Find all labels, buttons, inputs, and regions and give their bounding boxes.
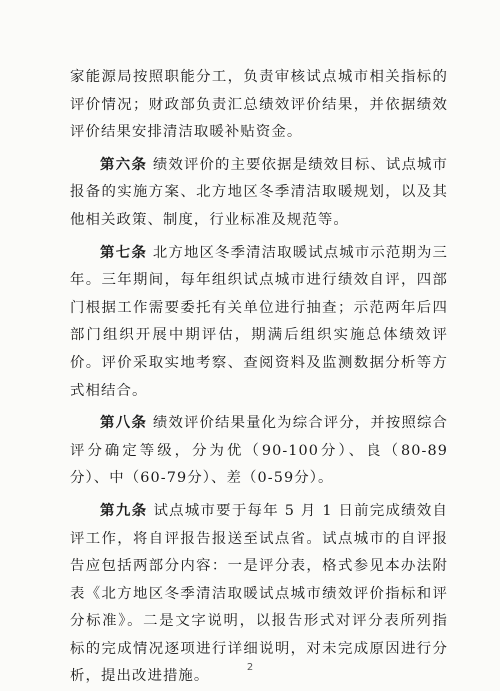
article-label: 第八条 <box>100 414 148 432</box>
article-6 <box>70 151 448 235</box>
article-text: 绩效评价的主要依据是绩效目标、试点城市报备的实施方案、北方地区冬季清洁取暖规划，以及其他相关政策、制度，行业标准及规范等。 <box>70 156 448 228</box>
document-page <box>70 64 448 691</box>
paragraph-text: 家能源局按照职能分工，负责审核试点城市相关指标的评价情况；财政部负责汇总绩效评价结果，并依据绩效评价结果安排清洁取暖补贴资金。 <box>70 69 448 141</box>
article-label: 第七条 <box>100 243 148 261</box>
article-label: 第九条 <box>100 501 148 519</box>
page-number: 2 <box>246 662 254 673</box>
article-8 <box>70 409 448 493</box>
article-text: 绩效评价结果量化为综合评分，并按照综合评分确定等级，分为优（90-100分）、良（80-89分）、中（60-79分）、差（0-59分）。 <box>70 415 448 487</box>
article-label: 第六条 <box>100 155 148 173</box>
paragraph-continuation <box>70 64 448 147</box>
article-text: 试点城市要于每年 5 月 1 日前完成绩效自评工作，将自评报告报送至试点省。试点城市的自评报告应包括两部分内容：一是评分表，格式参见本办法附表《北方地区冬季清洁取暖试点城市绩效评价指标和评分标准》。二是文字说明，以报告形式对评分表所列指标的完成情况逐项进行详细说明，对未完成原因进行分析，提出改进措施。 <box>70 502 449 685</box>
article-7 <box>70 239 448 406</box>
article-text: 北方地区冬季清洁取暖试点城市示范期为三年。三年期间，每年组织试点城市进行绩效自评，四部门根据工作需要委托有关单位进行抽查；示范两年后四部门组织开展中期评估，期满后组织实施总体绩效评价。评价采取实地考察、查阅资料及监测数据分析等方式相结合。 <box>70 244 448 399</box>
